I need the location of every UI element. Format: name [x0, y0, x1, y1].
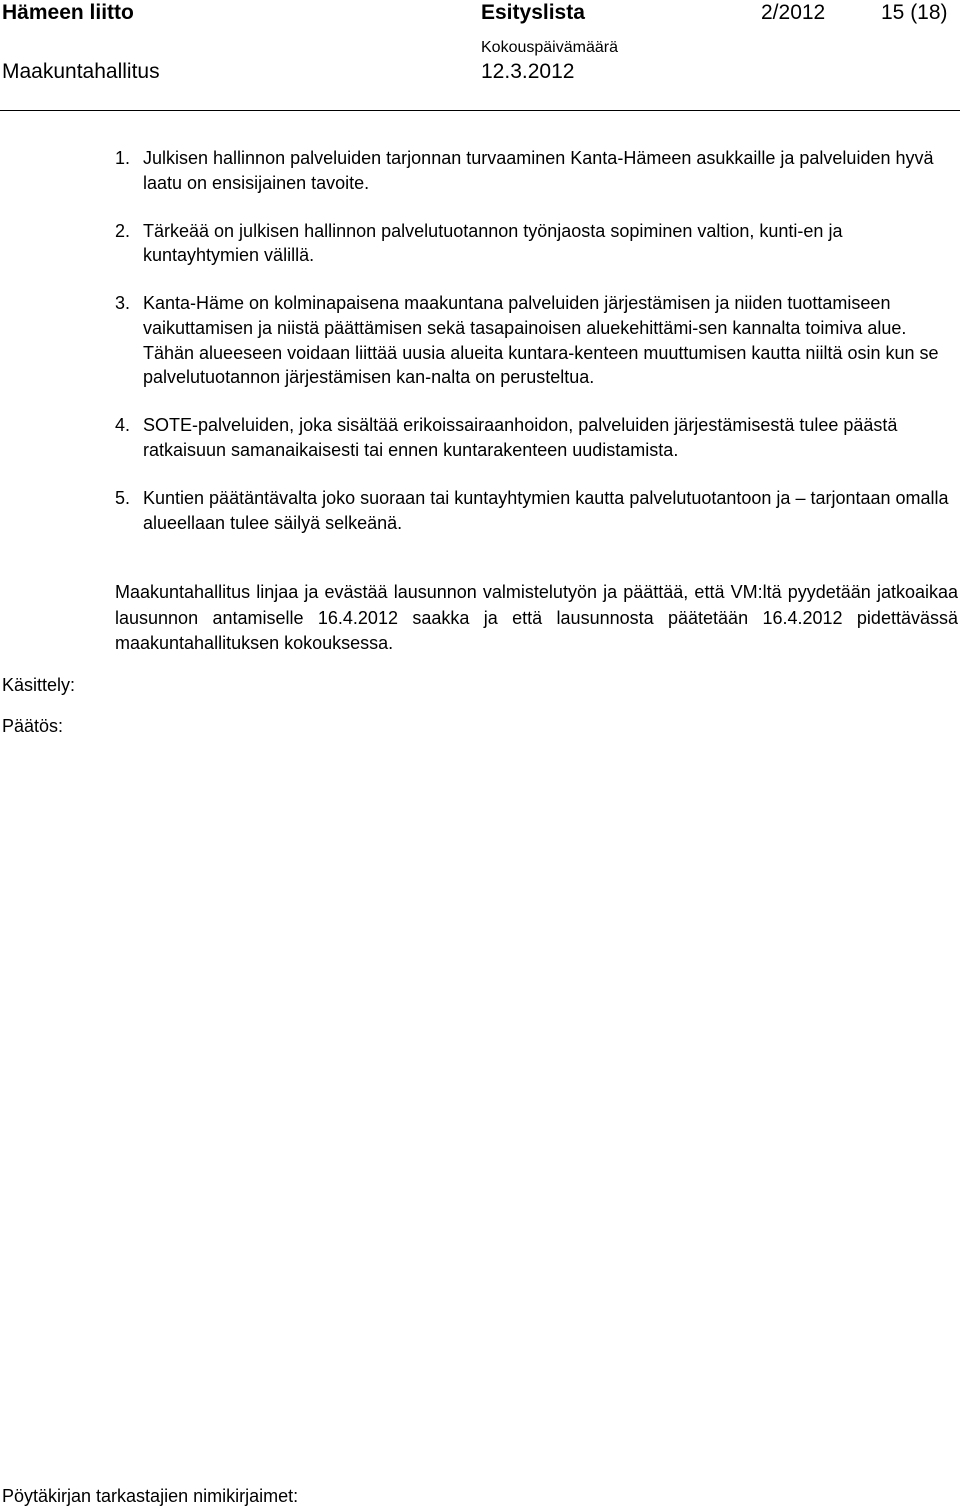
- paatos-label: Päätös:: [2, 716, 64, 736]
- list-item: [115, 413, 960, 462]
- page-number: 15 (18): [881, 1, 948, 24]
- list-item: [115, 486, 960, 535]
- list-item-text: Kuntien päätäntävalta joko suoraan tai kuntayhtymien kautta palvelutuotantoon ja – tarjontaan omalla alueellaan tulee säilyä selkeänä.: [143, 487, 949, 533]
- governing-body: Maakuntahallitus: [2, 60, 160, 83]
- document-number: 2/2012: [761, 1, 826, 24]
- list-item-number: 1.: [115, 148, 131, 168]
- list-item-text: SOTE-palveluiden, joka sisältää erikoissairaanhoidon, palveluiden järjestämisestä tulee päästä ratkaisuun samanaikaisesti tai ennen kuntarakenteen uudistamista.: [143, 415, 898, 460]
- list-item-text: Kanta-Häme on kolminapaisena maakuntana palveluiden järjestämisen ja niiden tuottamiseen vaikuttamisen ja niistä päättämisen sekä tasapainoisen aluekehittämi-sen kannalta toimiva alue. Tähän alueeseen voidaan liittää uusia alueita kuntara-kenteen muuttumisen kautta niiltä osin kun se palvelutuotannon järjestämisen kan-nalta on perusteltua.: [143, 293, 939, 388]
- organization-name: Hämeen liitto: [2, 1, 134, 24]
- statement-list: [115, 146, 960, 559]
- list-item-text: Tärkeää on julkisen hallinnon palvelutuotannon työnjaosta sopiminen valtion, kunti-en ja kuntayhtymien välillä.: [143, 220, 843, 266]
- list-item-number: 2.: [115, 220, 131, 241]
- list-item-number: 4.: [115, 415, 131, 436]
- list-item-number: 5.: [115, 487, 131, 508]
- list-item-text: Julkisen hallinnon palveluiden tarjonnan turvaaminen Kanta-Hämeen asukkaille ja palveluiden hyvä laatu on ensisijainen tavoite.: [143, 148, 934, 193]
- list-item: [115, 219, 960, 268]
- meeting-date-label: Kokouspäivämäärä: [481, 39, 618, 56]
- decision-proposal-paragraph: Maakuntahallitus linjaa ja evästää lausunnon valmistelutyön ja päättää, että VM:ltä pyydetään jatkoaikaa lausunnon antamiselle 16.4.2012 saakka ja että lausunnosta päätetään 16.4.2012 pidettävässä maakuntahallituksen kokouksessa.: [115, 582, 958, 654]
- meeting-date: 12.3.2012: [481, 60, 575, 83]
- document-type: Esityslista: [481, 1, 585, 24]
- footer-initials-label: Pöytäkirjan tarkastajien nimikirjaimet:: [2, 1486, 299, 1506]
- list-item: [115, 146, 960, 195]
- header-divider: [0, 110, 960, 111]
- kasittely-label: Käsittely:: [2, 675, 76, 695]
- list-item-number: 3.: [115, 293, 131, 314]
- list-item: [115, 291, 960, 389]
